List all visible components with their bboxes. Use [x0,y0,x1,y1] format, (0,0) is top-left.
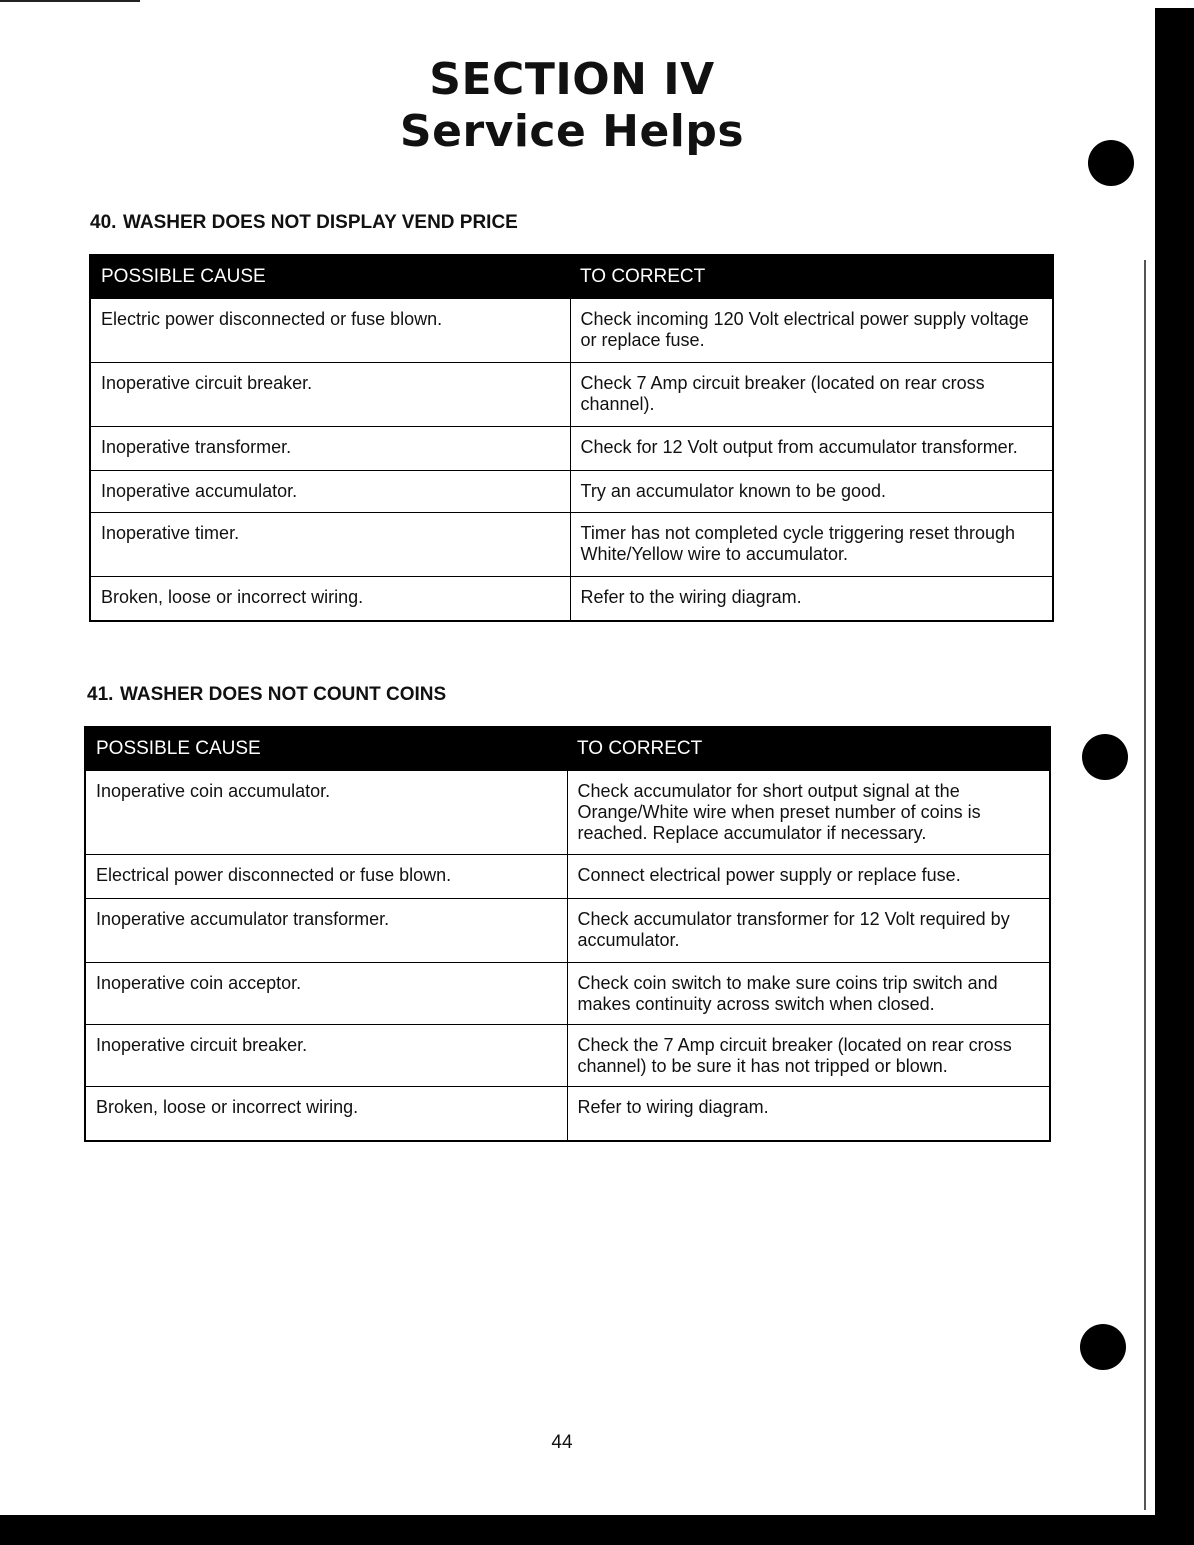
section-heading-40 [90,212,518,234]
binding-edge-bar [1155,8,1194,1545]
section-title: SECTION IV [429,54,715,105]
table-row [90,427,1053,471]
correct-cell: Connect electrical power supply or replace fuse. [567,855,1050,899]
section-heading-41 [87,684,446,706]
punch-hole-middle [1082,734,1128,780]
section-number: 41. [87,684,114,705]
section-subtitle: Service Helps [399,106,745,157]
cause-cell: Inoperative circuit breaker. [90,363,570,427]
table-row [90,299,1053,363]
table-header-row [90,255,1053,299]
page-number: 44 [551,1432,573,1453]
table-row [90,363,1053,427]
table-row [90,577,1053,621]
table-header-row [85,727,1050,771]
correct-cell: Check 7 Amp circuit breaker (located on rear cross channel). [570,363,1053,427]
header-to-correct: TO CORRECT [570,255,1053,299]
cause-cell: Electric power disconnected or fuse blown. [90,299,570,363]
correct-cell: Check incoming 120 Volt electrical power supply voltage or replace fuse. [570,299,1053,363]
cause-cell: Broken, loose or incorrect wiring. [90,577,570,621]
cause-cell: Inoperative coin accumulator. [85,771,567,855]
table-row [90,471,1053,513]
correct-cell: Check coin switch to make sure coins trip switch and makes continuity across switch when closed. [567,963,1050,1025]
correct-cell: Refer to the wiring diagram. [570,577,1053,621]
correct-cell: Timer has not completed cycle triggering reset through White/Yellow wire to accumulator. [570,513,1053,577]
bottom-edge-bar [0,1515,1194,1545]
header-possible-cause: POSSIBLE CAUSE [85,727,567,771]
correct-cell: Check for 12 Volt output from accumulator transformer. [570,427,1053,471]
top-rule [0,0,140,2]
cause-cell: Broken, loose or incorrect wiring. [85,1087,567,1141]
section-number: 40. [90,212,117,233]
correct-cell: Check the 7 Amp circuit breaker (located on rear cross channel) to be sure it has not tripped or blown. [567,1025,1050,1087]
correct-cell: Check accumulator for short output signal at the Orange/White wire when preset number of coins is reached. Replace accumulator if necessary. [567,771,1050,855]
binding-edge-line [1144,260,1146,1510]
punch-hole-bottom [1080,1324,1126,1370]
troubleshooting-table-40 [89,254,1054,622]
cause-cell: Inoperative timer. [90,513,570,577]
table-row [85,1025,1050,1087]
cause-cell: Electrical power disconnected or fuse blown. [85,855,567,899]
section-heading-text: WASHER DOES NOT COUNT COINS [120,684,447,705]
cause-cell: Inoperative accumulator. [90,471,570,513]
table-row [85,855,1050,899]
table-row [85,771,1050,855]
section-heading-text: WASHER DOES NOT DISPLAY VEND PRICE [123,212,518,233]
cause-cell: Inoperative transformer. [90,427,570,471]
correct-cell: Check accumulator transformer for 12 Volt required by accumulator. [567,899,1050,963]
header-to-correct: TO CORRECT [567,727,1050,771]
table-row [85,963,1050,1025]
correct-cell: Refer to wiring diagram. [567,1087,1050,1141]
cause-cell: Inoperative circuit breaker. [85,1025,567,1087]
correct-cell: Try an accumulator known to be good. [570,471,1053,513]
cause-cell: Inoperative coin acceptor. [85,963,567,1025]
troubleshooting-table-41 [84,726,1051,1142]
header-possible-cause: POSSIBLE CAUSE [90,255,570,299]
table-row [90,513,1053,577]
cause-cell: Inoperative accumulator transformer. [85,899,567,963]
table-row [85,899,1050,963]
table-row [85,1087,1050,1141]
